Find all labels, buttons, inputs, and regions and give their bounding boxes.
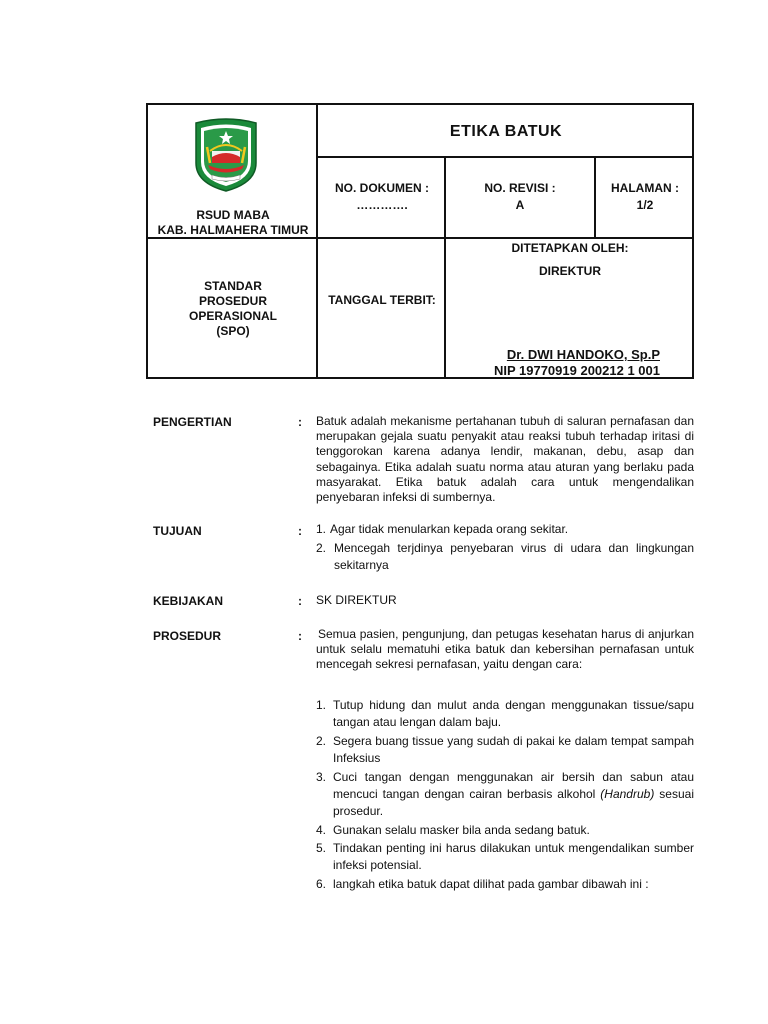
list-item-number: 5.	[316, 841, 327, 855]
list-item	[316, 521, 694, 538]
no-dokumen-value: ………….	[356, 198, 408, 212]
list-item	[316, 876, 694, 893]
signer-nip: NIP 19770919 200212 1 001	[493, 363, 660, 378]
list-item-text: Segera buang tissue yang sudah di pakai ke dalam tempat sampah Infeksius	[333, 734, 694, 765]
list-item-text	[333, 769, 694, 820]
list-item-number: 2.	[316, 734, 327, 748]
list-item-text: Agar tidak menularkan kepada orang sekitar.	[330, 522, 569, 536]
kebijakan-label: KEBIJAKAN	[153, 594, 224, 608]
spo-label	[148, 279, 318, 339]
ditetapkan-role: DIREKTUR	[539, 264, 601, 278]
institution-region: KAB. HALMAHERA TIMUR	[157, 223, 309, 237]
halaman-label: HALAMAN :	[611, 181, 679, 195]
list-item	[316, 769, 694, 820]
no-revisi-label: NO. REVISI :	[484, 181, 556, 195]
list-item-number: 2.	[316, 541, 327, 555]
institution-name: RSUD MABA	[196, 208, 270, 222]
list-item-text: Gunakan selalu masker bila anda sedang batuk.	[333, 823, 590, 837]
divider	[594, 157, 596, 237]
document-title: ETIKA BATUK	[449, 123, 563, 140]
spo-line: OPERASIONAL	[188, 309, 277, 323]
colon: :	[298, 415, 302, 429]
list-item-text-part: sesuai prosedur.	[333, 787, 694, 818]
ditetapkan-label: DITETAPKAN OLEH:	[511, 241, 629, 255]
kebijakan-text: SK DIREKTUR	[316, 593, 397, 607]
list-item-text: langkah etika batuk dapat dilihat pada gambar dibawah ini :	[333, 877, 649, 891]
pengertian-text: Batuk adalah mekanisme pertahanan tubuh di saluran pernafasan dan merupakan gejala suatu penyakit atau reaksi tubuh terhadap iritasi di tenggorokan karena adanya lendir, makanan, debu, asap dan sebagainya. Etika adalah suatu norma atau aturan yang berlaku pada masyarakat. Etika batuk adalah cara untuk mengendalikan penyebaran infeksi di sumbernya.	[316, 414, 694, 505]
spo-line: (SPO)	[216, 324, 250, 338]
halmahera-timur-emblem-icon	[190, 117, 262, 193]
signer-name: Dr. DWI HANDOKO, Sp.P	[506, 347, 660, 362]
divider	[148, 237, 694, 239]
list-item-number: 1.	[316, 698, 327, 712]
tanggal-terbit-label: TANGGAL TERBIT:	[328, 293, 436, 307]
tujuan-label: TUJUAN	[153, 524, 202, 538]
colon: :	[298, 629, 302, 643]
spo-line: PROSEDUR	[198, 294, 267, 308]
list-item	[316, 733, 694, 767]
colon: :	[298, 594, 302, 608]
prosedur-intro: Semua pasien, pengunjung, dan petugas kesehatan harus di anjurkan untuk selalu mematuhi etika batuk dan kebersihan pernafasan untuk mencegah sekresi pernafasan, yaitu dengan cara:	[316, 627, 694, 672]
list-item-text-part: Cuci tangan dengan menggunakan air bersih dan sabun atau mencuci tangan dengan cairan berbasis alkohol	[333, 770, 694, 801]
no-revisi-value: A	[515, 198, 525, 212]
list-item	[316, 697, 694, 731]
list-item-number: 3.	[316, 770, 327, 784]
list-item-number: 4.	[316, 823, 327, 837]
prosedur-label: PROSEDUR	[153, 629, 222, 643]
handrub-term: (Handrub)	[600, 787, 655, 801]
no-dokumen-label: NO. DOKUMEN :	[335, 181, 429, 195]
list-item-text: Tutup hidung dan mulut anda dengan menggunakan tissue/sapu tangan atau lengan dalam baju.	[333, 698, 694, 729]
document-header-table	[146, 103, 694, 379]
list-item-text: Mencegah terjdinya penyebaran virus di udara dan lingkungan sekitarnya	[334, 541, 694, 572]
pengertian-label: PENGERTIAN	[153, 415, 232, 429]
list-item	[316, 840, 694, 874]
colon: :	[298, 524, 302, 538]
list-item-number: 1.	[316, 522, 327, 536]
divider	[316, 156, 694, 158]
list-item	[316, 540, 694, 574]
list-item-text: Tindakan penting ini harus dilakukan untuk mengendalikan sumber infeksi potensial.	[333, 841, 694, 872]
list-item	[316, 822, 694, 839]
halaman-value: 1/2	[636, 198, 654, 212]
spo-line: STANDAR	[204, 279, 262, 293]
list-item-number: 6.	[316, 877, 327, 891]
